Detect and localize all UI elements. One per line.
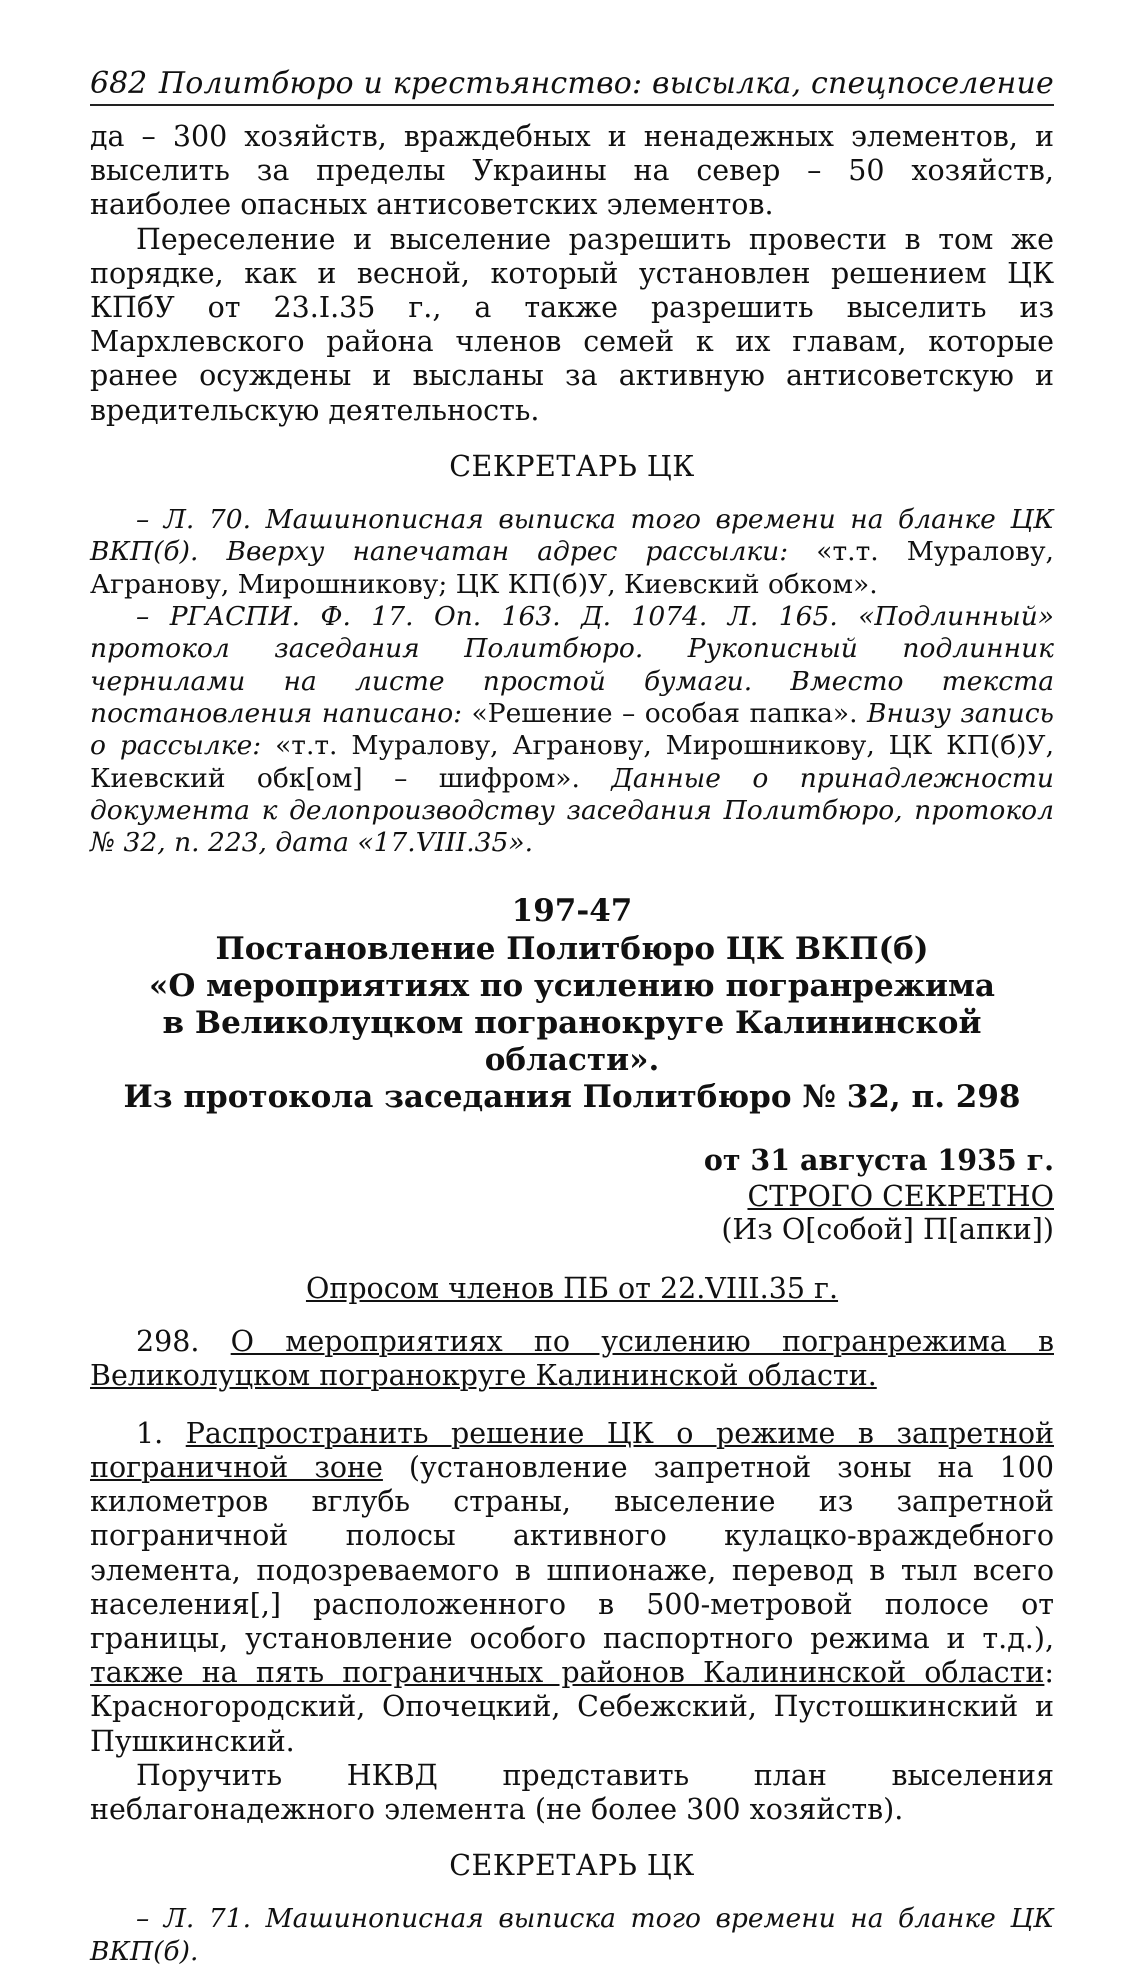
running-head [90, 66, 1054, 106]
page-number: 682 [90, 66, 148, 101]
underlined-text: также на пять пограничных районов Калининской области [90, 1656, 1045, 1690]
document-date: от 31 августа 1935 г. [703, 1142, 1054, 1177]
body-text: : Красногородский, Опочецкий, Себежский, Пустошкинский и Пушкинский. [90, 1656, 1054, 1758]
archival-note-1 [90, 504, 1054, 601]
document-page [90, 66, 1054, 1968]
paragraph-2: Поручить НКВД представить план выселения неблагонадежного элемента (не более 300 хозяйств). [90, 1758, 1054, 1826]
item-298 [90, 1325, 1054, 1393]
signature-secretary: СЕКРЕТАРЬ ЦК [449, 1849, 695, 1883]
item-title: О мероприятиях по усилению погранрежима в Великолуцком погранокруге Калининской области. [90, 1324, 1054, 1392]
secrecy-label: СТРОГО СЕКРЕТНО [747, 1179, 1054, 1213]
document-title-line: в Великолуцком погранокруге Калининской области». [162, 1005, 982, 1079]
archival-note-2 [90, 601, 1054, 860]
paragraph-1 [90, 1417, 1054, 1759]
vote-text: Опросом членов ПБ от 22.VIII.35 г. [305, 1272, 839, 1306]
secrecy-stamp [90, 1181, 1054, 1247]
paragraph-number: 1. [136, 1416, 164, 1450]
vote-line [90, 1272, 1054, 1306]
note-roman: «Решение – особая папка». [471, 697, 858, 729]
note-italic: Внизу запись о рассылке: [90, 697, 1054, 762]
document-title-line: «О мероприятиях по усилению погранрежима [148, 967, 996, 1004]
note-italic: – Л. 70. Машинописная выписка того времени на бланке ЦК ВКП(б). Вверху напечатан адрес рассылки: [90, 503, 1054, 568]
document-heading [90, 893, 1054, 1116]
document-title-line: Из протокола заседания Политбюро № 32, п. 298 [123, 1079, 1021, 1116]
note-italic: Данные о принадлежности документа к делопроизводству заседания Политбюро, протокол № 32, п. 223, дата «17.VIII.35». [90, 762, 1054, 859]
document-number: 197-47 [511, 893, 633, 930]
note-italic: – Л. 71. Машинописная выписка того времени на бланке ЦК ВКП(б). [90, 1903, 1054, 1967]
document-title-line: Постановление Политбюро ЦК ВКП(б) [215, 930, 929, 967]
underlined-text: Распространить решение ЦК о режиме в запретной пограничной зоне [90, 1416, 1054, 1485]
running-title: Политбюро и крестьянство: высылка, спецпоселение [158, 66, 1054, 101]
note-italic: – РГАСПИ. Ф. 17. Оп. 163. Д. 1074. Л. 165. «Подлинный» протокол заседания Политбюро. Рукописный подлинник чернилами на листе простой бумаги. Вместо текста постановления написано: [90, 600, 1054, 729]
paragraph-resettlement: Переселение и выселение разрешить провести в том же порядке, как и весной, который установлен решением ЦК КПбУ от 23.I.35 г., а также разрешить выселить из Мархлевского района членов семей к их главам, которые ранее осуждены и высланы за активную антисоветскую и вредительскую деятельность. [90, 222, 1054, 427]
note-roman: «т.т. Муралову, Агранову, Мирошникову, ЦК КП(б)У, Киевский обк[ом] – шифром». [90, 730, 1054, 794]
signature-secretary: СЕКРЕТАРЬ ЦК [449, 449, 695, 483]
note-roman: «т.т. Муралову, Агранову, Мирошникову; ЦК КП(б)У, Киевский обком». [90, 536, 1054, 600]
archival-note-3 [90, 1903, 1054, 1968]
body-text: (установление запретной зоны на 100 километров вглубь страны, выселение из запретной пограничной полосы активного кулацко-враждебного элемента, подозреваемого в шпионаже, перевод в тыл всего населения[,] расположенного в 500-метровой полосе от границы, установление особого паспортного режима и т.д.), [90, 1451, 1054, 1656]
item-number: 298. [136, 1324, 200, 1358]
secrecy-folder: (Из О[собой] П[апки]) [721, 1212, 1054, 1246]
paragraph-continued: да – 300 хозяйств, враждебных и ненадежных элементов, и выселить за пределы Украины на север – 50 хозяйств, наиболее опасных антисоветских элементов. [90, 120, 1054, 222]
